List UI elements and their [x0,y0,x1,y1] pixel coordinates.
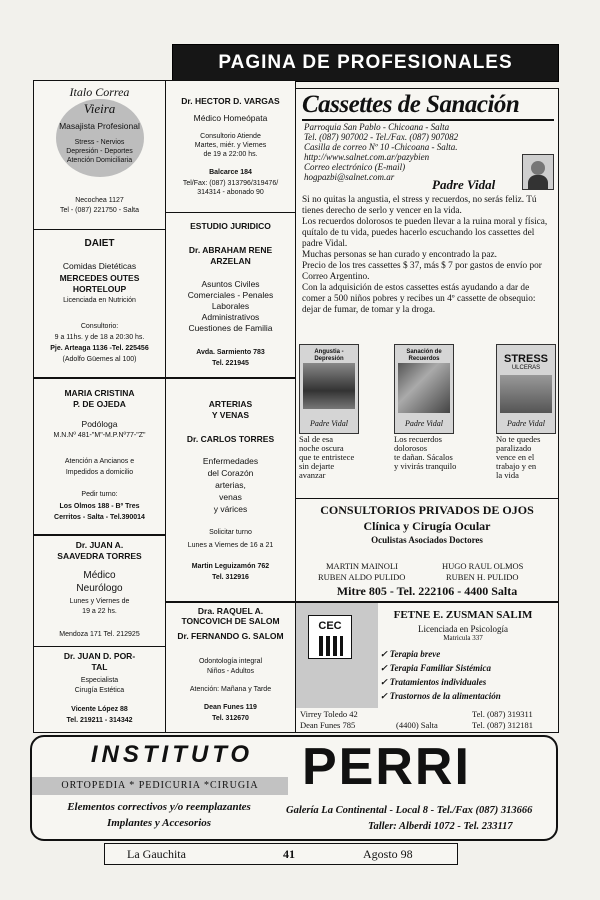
cover-caption [299,435,371,480]
torres-phone: Tel. 312916 [212,574,249,581]
cassettes-signature: Padre Vidal [432,177,496,192]
juridico-line: Laborales [211,301,250,311]
portal-line: Cirugía Estética [74,687,125,694]
ojeda-line: Impedidos a domicilio [65,469,134,476]
ad-salom [165,602,296,733]
cassettes-paragraph: Precio de los tres cassettes $ 37, más $ 7 por gastos de envío por Correo Argentino. [302,261,542,282]
footer-date: Agosto 98 [363,847,413,861]
ojeda-address: Los Olmos 188 - Bº Tres [59,503,140,510]
ad-zusman [295,602,559,733]
ad-ojeda [33,378,166,535]
juridico-name: Dr. ABRAHAM RENE [188,245,273,255]
perri-address2: Taller: Alberdi 1072 - Tel. 233117 [368,821,513,832]
vargas-address: Balcarce 184 [209,169,252,176]
saavedra-hours: 19 a 22 hs. [82,608,117,615]
perri-line: Implantes y Accesorios [106,817,212,829]
check-icon: ✓ [380,663,388,673]
ad-juridico [165,212,296,378]
vieira-address: Necochea 1127 [75,197,124,204]
saavedra-name: SAAVEDRA TORRES [57,551,142,561]
torres-header: ARTERIAS [208,399,253,409]
zusman-item-label: Tratamientos individuales [389,677,487,687]
ad-vieira [33,80,166,230]
padre-vidal-photo [522,154,554,190]
saavedra-hours: Lunes y Viernes de [69,598,130,605]
zusman-item-label: Trastornos de la alimentación [389,691,501,701]
ad-perri [30,735,558,841]
footer-page: 41 [283,847,295,861]
daiet-person: MERCEDES OUTES [59,273,140,283]
ojos-doctor: MARTIN MAINOLI [326,561,398,571]
ojos-title: CONSULTORIOS PRIVADOS DE OJOS [320,503,534,517]
cassettes-body [302,195,554,316]
caption-line: Sal de esa [299,434,333,444]
salom-name2: Dr. FERNANDO G. SALOM [177,631,284,641]
check-icon: ✓ [380,677,388,687]
cassette-cover-recuerdos [394,344,454,434]
portal-line: Especialista [80,677,119,684]
zusman-title: Licenciada en Psicología [418,624,508,634]
salom-hours: Atención: Mañana y Tarde [189,686,272,693]
torres-line: arterias, [215,480,246,490]
cover-author: Padre Vidal [507,419,545,428]
perri-instituto: INSTITUTO [90,741,254,768]
juridico-line: Administrativos [201,312,260,322]
check-icon: ✓ [380,649,388,659]
torres-line: y várices [213,504,248,514]
ojeda-title: Podóloga [81,419,118,429]
zusman-item [380,649,440,660]
daiet-hours: 9 a 11hs. y de 18 a 20:30 hs. [54,334,145,341]
portal-name: TAL [91,662,108,672]
cover-caption [496,435,558,480]
ojos-doctor: RUBEN ALDO PULIDO [318,572,406,582]
vargas-title: Médico Homeópata [193,113,268,123]
torres-line: venas [219,492,242,502]
zusman-phone1: Tel. (087) 319311 [472,709,533,719]
cassettes-addr: Casilla de correo Nº 10 -Chicoana - Salta. [304,142,458,152]
cassettes-title: Cassettes de Sanación [302,91,520,118]
caption-line: paralizado [496,443,532,453]
vargas-name: Dr. HECTOR D. VARGAS [181,96,280,106]
cover-image [398,363,450,413]
zusman-addr2: Dean Funes 785 [300,720,356,730]
caption-line: avanzar [299,470,326,480]
cover-title: STRESS [503,353,548,365]
perri-line: Elementos correctivos y/o reemplazantes [67,801,251,813]
caption-line: que te entristece [299,452,355,462]
torres-turn: Solicitar turno [209,529,252,536]
caption-line: dolorosos [394,443,428,453]
juridico-line: Comerciales - Penales [187,290,274,300]
cassettes-addr: hogpazbi@salnet.com.ar [304,172,395,182]
torres-hours: Lunes a Viernes de 16 a 21 [187,542,274,549]
cassettes-addr: http://www.salnet.com.ar/pazybien [304,152,430,162]
daiet-sub: Comidas Dietéticas [62,261,137,271]
cassettes-paragraph: Los recuerdos dolorosos te pueden llevar a la ruina moral y física, quítalo de tu vida, puedes hacerlo escuchando los cassettes del padre Vidal. [302,217,548,249]
caption-line: noche oscura [299,443,344,453]
cassettes-addr: Correo electrónico (E-mail) [304,162,406,172]
saavedra-title: Médico [83,570,116,581]
vargas-hours: Consultorio Atiende [200,133,261,140]
cover-author: Padre Vidal [405,419,443,428]
page-title: PAGINA DE PROFESIONALES [218,52,513,73]
torres-address: Martin Leguizamón 762 [191,563,270,570]
cover-image [500,375,552,413]
vargas-hours: de 19 a 22:00 hs. [203,151,258,158]
cover-author: Padre Vidal [310,419,348,428]
daiet-hours-label: Consultorio: [80,323,119,330]
ojos-subtitle: Clínica y Cirugía Ocular [363,519,491,533]
vieira-line: Atención Domiciliaria [66,157,133,164]
zusman-item [380,691,501,702]
vargas-phone: Tel/Fax: (087) 313796/319476/ [182,180,279,187]
cover-caption [394,435,474,471]
vieira-script-2: Vieira [83,101,116,116]
salom-name: Dra. RAQUEL A. [197,606,264,616]
zusman-license: Matricula 337 [443,634,483,642]
perri-bar: ORTOPEDIA * PEDICURIA *CIRUGIA [32,777,288,795]
ojeda-turn: Pedir turno: [81,491,118,498]
ad-daiet [33,229,166,378]
ad-torres [165,378,296,602]
cec-logo-text: CEC [318,620,342,632]
ad-portal [33,646,166,733]
juridico-name: ARZELAN [210,256,251,266]
perri-name: PERRI [302,738,471,796]
cec-logo-bars [319,636,343,656]
portal-address: Vicente López 88 [71,706,128,713]
ojeda-line: Atención a Ancianos e [64,458,135,465]
caption-line: No te quedes [496,434,541,444]
cover-title: Sanación de Recuerdos [406,349,442,362]
caption-line: te dañan. Sácalos [394,452,453,462]
salom-line: Niños - Adultos [206,668,255,675]
vieira-phone: Tel - (087) 221750 - Salta [60,207,139,214]
zusman-item [380,677,486,688]
daiet-name: DAIET [84,238,115,249]
daiet-title: Licenciada en Nutrición [63,297,136,304]
caption-line: trabajo y en [496,461,537,471]
portal-phone: Tel. 219211 - 314342 [66,717,133,724]
ad-saavedra [33,535,166,647]
vieira-line: Stress - Nervios [74,139,125,146]
caption-line: y vivirás tranquilo [394,461,457,471]
cover-title: Angustia - Depresión [314,349,344,362]
salom-line: Odontología integral [198,658,263,665]
caption-line: la vida [496,470,519,480]
page-header [172,44,559,82]
ojeda-name: P. DE OJEDA [73,399,126,409]
portal-name: Dr. JUAN D. POR- [63,651,136,661]
zusman-item [380,663,491,674]
cassettes-addr: Parroquia San Pablo - Chicoana - Salta [304,122,450,132]
caption-line: Los recuerdos [394,434,442,444]
cec-logo [308,615,352,659]
ad-cassettes [295,88,559,499]
zusman-name: FETNE E. ZUSMAN SALIM [393,609,533,621]
footer-magazine: La Gauchita [127,847,186,861]
juridico-line: Cuestiones de Familia [188,323,273,333]
vargas-phone: 314314 - abonado 90 [197,189,264,196]
ojos-doctor: HUGO RAUL OLMOS [442,561,524,571]
ojeda-license: M.N.Nº 481-"M"-M.P.Nº77-"Z" [53,432,146,439]
zusman-city: (4400) Salta [396,720,438,730]
check-icon: ✓ [380,691,388,701]
cassettes-paragraph: Si no quitas la angustia, el stress y recuerdos, no serás feliz. Tú tienes derecho de serlo y vencer en la vida. [302,195,537,216]
cassette-cover-angustia [299,344,359,434]
salom-phone: Tel. 312670 [212,715,249,722]
zusman-addr1: Virrey Toledo 42 [300,709,358,719]
vargas-hours: Martes, miér. y Viernes [194,142,267,149]
salom-name: TONCOVICH DE SALOM [181,616,280,626]
vieira-title: Masajista Profesional [59,121,140,131]
ad-vargas [165,80,296,213]
zusman-phone2: Tel. (087) 312181 [472,720,534,730]
cassettes-paragraph: Con la adquisición de estos cassettes estás ayudando a dar de comer a 500 niños pobres y recibes un 4º cassette de obsequio: dejar de fumar, de tomar y la droga. [302,283,536,315]
ojos-sub2: Oculistas Asociados Doctores [371,535,483,545]
juridico-phone: Tel. 221945 [212,360,249,367]
cassettes-paragraph: Muchas personas se han curado y encontrado la paz. [302,250,497,260]
juridico-header: ESTUDIO JURIDICO [190,221,271,231]
torres-line: del Corazón [207,468,254,478]
cassette-cover-stress [496,344,556,434]
perri-address1: Galería La Continental - Local 8 - Tel./Fax (087) 313666 [286,805,533,816]
ojeda-name: MARIA CRISTINA [64,388,135,398]
zusman-item-label: Terapia Familiar Sistémica [389,663,491,673]
vieira-line: Depresión - Deportes [66,148,133,155]
daiet-person: HORTELOUP [72,284,127,294]
page-footer [104,843,458,865]
juridico-address: Avda. Sarmiento 783 [196,349,265,356]
saavedra-name: Dr. JUAN A. [75,540,124,550]
vieira-script-1: Italo Correa [69,85,130,99]
saavedra-title: Neurólogo [76,583,123,594]
ojeda-address: Cerritos - Salta - Tel.390014 [54,514,145,521]
cassettes-addr: Tel. (087) 907002 - Tel./Fax. (087) 907082 [304,132,459,142]
torres-header: Y VENAS [211,410,250,420]
juridico-line: Asuntos Civiles [201,279,260,289]
torres-line: Enfermedades [202,456,259,466]
daiet-note: (Adolfo Güemes al 100) [62,356,137,363]
cassettes-title-rule [302,119,554,121]
ojos-address: Mitre 805 - Tel. 222106 - 4400 Salta [336,584,518,598]
ojos-doctor: RUBEN H. PULIDO [446,572,519,582]
ad-ojos [295,498,559,602]
cover-subtitle: ULCERAS [511,365,541,371]
torres-name: Dr. CARLOS TORRES [186,434,275,444]
caption-line: vence en el [496,452,535,462]
cover-image [303,363,355,409]
salom-address: Dean Funes 119 [204,704,257,711]
caption-line: sin dejarte [299,461,335,471]
zusman-item-label: Terapia breve [389,649,441,659]
saavedra-address: Mendoza 171 Tel. 212925 [59,631,140,638]
daiet-address: Pje. Arteaga 1136 -Tel. 225456 [50,345,149,352]
